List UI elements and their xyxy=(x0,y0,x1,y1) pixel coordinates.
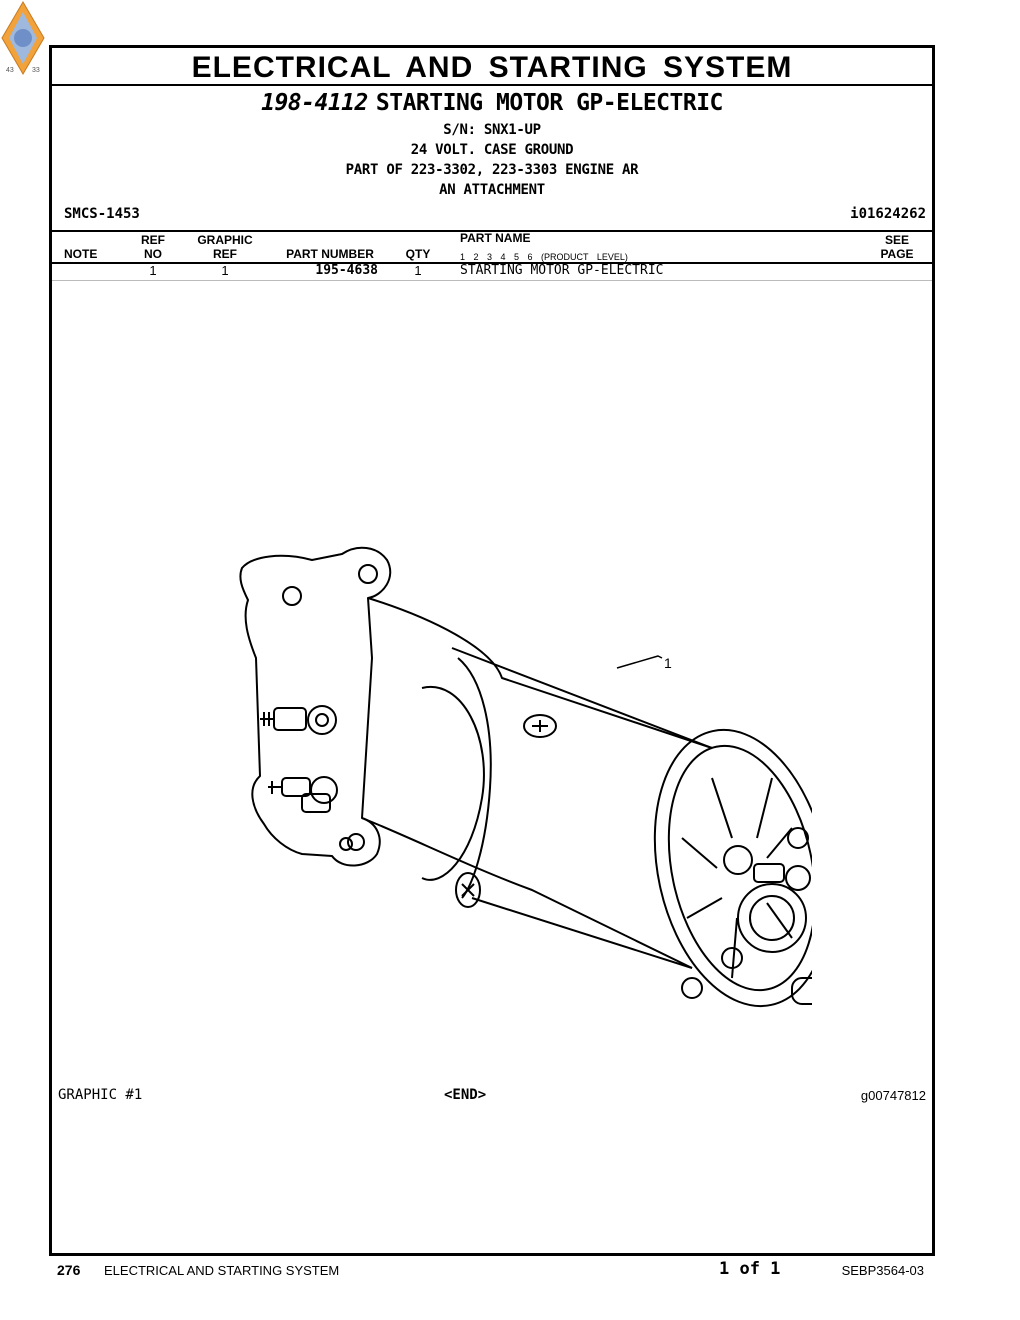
col-ref-no-top: REF xyxy=(141,233,165,247)
row-graphic-ref: 1 xyxy=(221,263,229,278)
group-number: 198-4112 xyxy=(261,90,368,116)
row-ref-no: 1 xyxy=(149,263,157,278)
corner-logo xyxy=(0,0,46,76)
col-ref-no-bottom: NO xyxy=(144,247,162,261)
graphic-id: g00747812 xyxy=(860,1088,926,1103)
note-line-1: 24 VOLT. CASE GROUND xyxy=(410,142,574,158)
product-levels: 1 2 3 4 5 6 (PRODUCT LEVEL) xyxy=(460,252,628,262)
page-of: 1 of 1 xyxy=(719,1259,781,1279)
col-part-name: PART NAME xyxy=(460,231,531,245)
illustration-id: i01624262 xyxy=(850,206,926,222)
system-title: ELECTRICAL AND STARTING SYSTEM xyxy=(52,48,932,86)
table-row xyxy=(52,262,932,281)
group-name: STARTING MOTOR GP-ELECTRIC xyxy=(375,90,723,116)
logo-left-number: 43 xyxy=(6,67,14,74)
document-code: SEBP3564-03 xyxy=(841,1263,924,1278)
col-qty: QTY xyxy=(405,247,431,261)
serial-number: S/N: SNX1-UP xyxy=(443,122,541,138)
page-number: 276 xyxy=(57,1262,81,1278)
row-part-name: STARTING MOTOR GP-ELECTRIC xyxy=(460,263,664,278)
logo-right-number: 33 xyxy=(32,67,40,74)
col-graphic-ref-bottom: REF xyxy=(213,247,237,261)
col-see-page-top: SEE xyxy=(884,233,909,247)
group-title xyxy=(52,90,932,116)
page-frame xyxy=(49,45,935,1256)
footer-section: ELECTRICAL AND STARTING SYSTEM xyxy=(104,1263,340,1278)
col-note: NOTE xyxy=(64,247,98,261)
row-qty: 1 xyxy=(414,263,422,278)
callout-number: 1 xyxy=(664,655,672,671)
col-graphic-ref-top: GRAPHIC xyxy=(197,233,253,247)
graphic-label: GRAPHIC #1 xyxy=(58,1087,143,1103)
note-line-3: AN ATTACHMENT xyxy=(439,182,545,198)
note-line-2: PART OF 223-3302, 223-3303 ENGINE AR xyxy=(345,162,639,178)
end-marker: <END> xyxy=(444,1087,487,1103)
col-see-page-bottom: PAGE xyxy=(880,247,914,261)
smcs-code: SMCS-1453 xyxy=(64,206,140,222)
col-part-number: PART NUMBER xyxy=(286,247,374,261)
starting-motor-drawing xyxy=(172,538,812,1008)
parts-table-header xyxy=(52,230,932,264)
row-part-number: 195-4638 xyxy=(315,263,378,278)
